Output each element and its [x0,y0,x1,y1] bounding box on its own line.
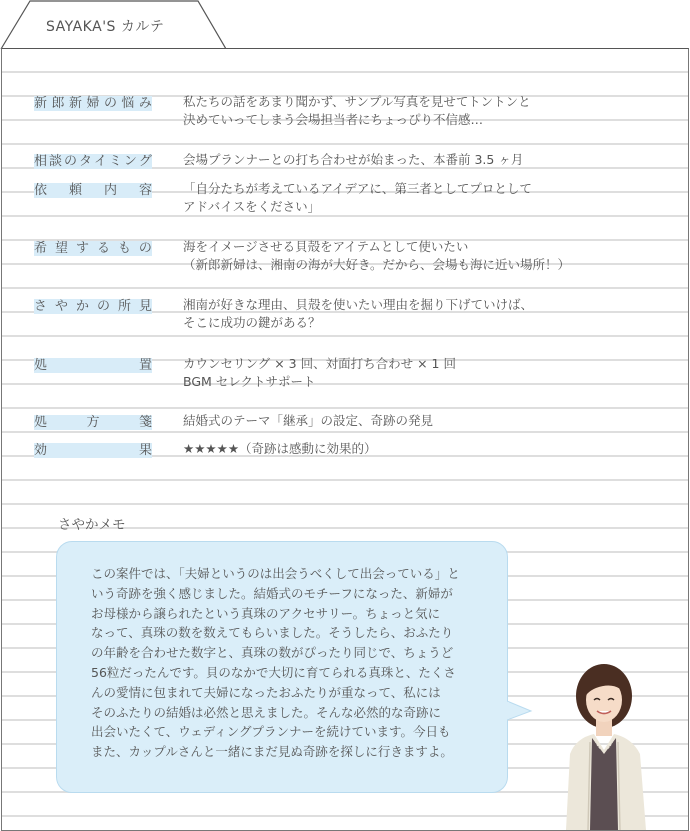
karte-row-label-char: 効 [34,443,48,458]
karte-row-label-char: 所 [117,299,131,314]
karte-row-label-char: ン [123,154,137,169]
karte-row-label-char: さ [34,299,48,314]
karte-row-label-char: 婦 [86,96,100,111]
planner-portrait-image [552,658,656,830]
karte-row-label-char: 談 [48,154,62,169]
karte-row-label-char: す [75,241,89,256]
karte-row-value: 湘南が好きな理由、貝殻を使いたい理由を掘り下げていけば、 そこに成功の鍵がある？ [183,297,534,330]
karte-row-label-char: の [138,241,152,256]
karte-row [2,440,688,480]
memo-text: この案件では、「夫婦というのは出会うべくして出会っている」と いう奇跡を強く感じました。結婚式のモチーフになった、新婦が お母様から譲られたという真珠のアクセサリー。ちょっと気に なって、真珠の数を数えてもらいました。そうしたら、おふたり の年齢を合わせた数字と、真珠の数がぴったり同じで、ちょうど 56粒だったんです。貝のなかで大切に育てられる真珠と、たくさ んの愛情に包まれて夫婦になったおふたりが重なって、私には そのふたりの結婚は必然と思えました。そんな必然的な奇跡に 出会いたくて、ウェディングプランナーを続けています。今日も また、カップルさんと一緒にまだ見ぬ奇跡を探しに行きますよ。 [91,566,460,760]
karte-row-label-char: 見 [138,299,152,314]
karte-row-label-char: 新 [34,96,48,111]
karte-row-label-char: 郎 [51,96,65,111]
karte-tab [0,0,226,49]
karte-row-label-char: 依 [34,183,48,198]
karte-row-label-char: も [117,241,131,256]
karte-row-label-char: る [96,241,110,256]
karte-row-label [34,154,152,169]
karte-row-label [34,96,152,111]
karte-row-label-char: 相 [34,154,48,169]
karte-row-label-char: 頼 [68,183,82,198]
karte-row-label-char: 内 [103,183,117,198]
speech-bubble-tail [507,700,533,724]
karte-row-label-char: 容 [138,183,152,198]
karte-row-value: ★★★★★（奇跡は感動に効果的） [183,441,377,456]
karte-row-value: 私たちの話をあまり聞かず、サンプル写真を見せてトントンと 決めていってしまう会場担当者にちょっぴり不信感… [183,94,531,127]
karte-row-label-char: グ [138,154,152,169]
karte-row-label [34,299,152,314]
karte-row-label [34,443,152,458]
karte-row-label-char: 方 [86,415,100,430]
karte-row-label [34,183,152,198]
karte-row-label-char: イ [93,154,107,169]
karte-row-value: 「自分たちが考えているアイデアに、第三者としてプロとして アドバイスをください」 [183,181,532,214]
karte-row-label-char: の [96,299,110,314]
karte-row-label-char: や [54,299,68,314]
karte-row-label-char: 希 [34,241,48,256]
karte-row-label-char: 箋 [138,415,152,430]
karte-row-label-char: 果 [138,443,152,458]
karte-row-label-char: 置 [138,358,152,373]
karte-row-value: 結婚式のテーマ「継承」の設定、奇跡の発見 [183,413,434,428]
karte-row-label-char: 望 [54,241,68,256]
karte-row [2,93,688,133]
karte-row-label [34,358,152,373]
karte-row [2,180,688,220]
karte-row-label-char: み [138,96,152,111]
karte-row-value: カウンセリング × 3 回、対面打ち合わせ × 1 回 BGM セレクトサポート [183,356,456,389]
karte-row-label-char: 新 [68,96,82,111]
karte-row-label-char: ミ [108,154,122,169]
memo-title: さやかメモ [58,517,126,533]
memo-speech-bubble [56,541,508,793]
karte-row-label-char: タ [78,154,92,169]
karte-row [2,296,688,336]
karte-row-label-char: の [63,154,77,169]
karte-row [2,355,688,395]
karte-row-label-char: 処 [34,415,48,430]
karte-row-label-char: の [103,96,117,111]
karte-row-label [34,415,152,430]
karte-row-label-char: か [75,299,89,314]
tab-title: SAYAKA'S カルテ [46,19,165,35]
karte-row-value: 海をイメージさせる貝殻をアイテムとして使いたい （新郎新婦は、湘南の海が大好き。だから、会場も海に近い場所！） [183,239,571,272]
karte-row-label [34,241,152,256]
karte-row-value: 会場プランナーとの打ち合わせが始まった、本番前 3.5 ヶ月 [183,152,524,167]
karte-row-label-char: 処 [34,358,48,373]
karte-row-label-char: 悩 [121,96,135,111]
karte-row [2,238,688,278]
